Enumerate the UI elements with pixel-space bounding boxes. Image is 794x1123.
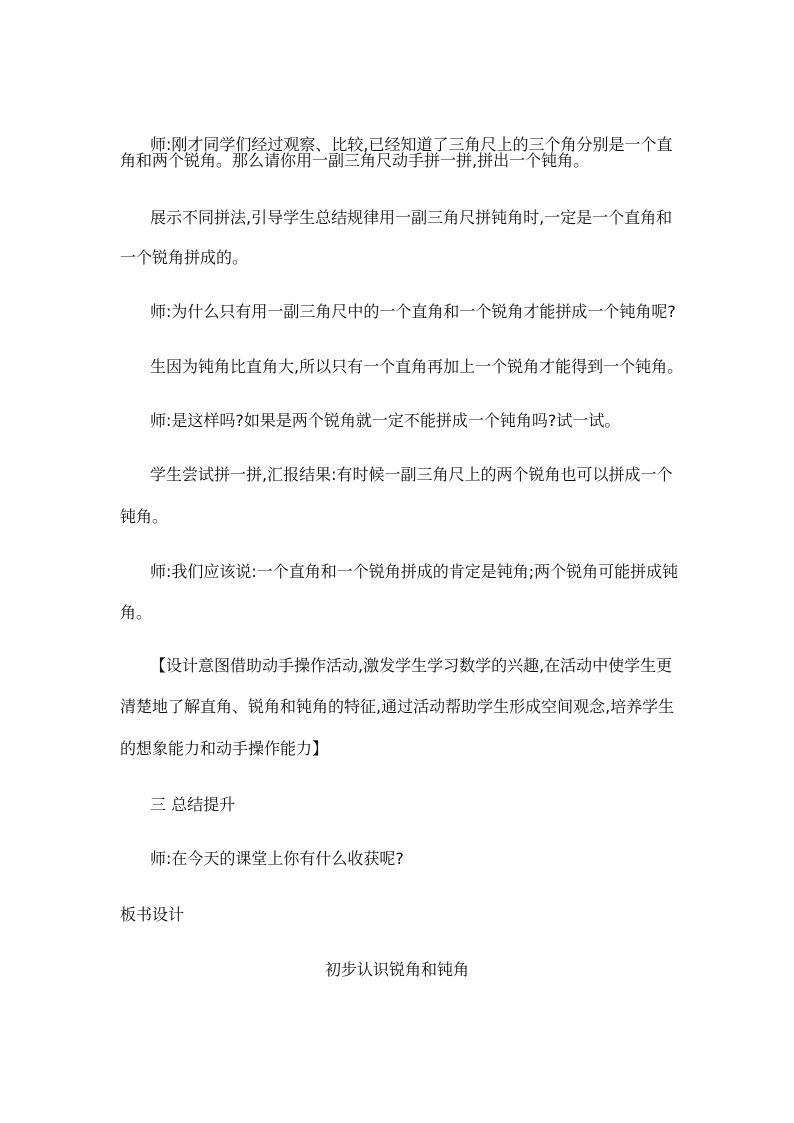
paragraph-line: 学生尝试拼一拼,汇报结果:有时候一副三角尺上的两个锐角也可以拼成一个 (150, 465, 673, 484)
paragraph-line: 钝角。 (120, 507, 169, 526)
paragraph-line: 的想象能力和动手操作能力】 (120, 739, 329, 758)
section-heading: 板书设计 (120, 905, 185, 924)
paragraph-line: 生因为钝角比直角大,所以只有一个直角再加上一个锐角才能得到一个钝角。 (150, 357, 684, 376)
board-title: 初步认识锐角和钝角 (324, 960, 469, 979)
paragraph-line: 师:刚才同学们经过观察、比较,已经知道了三角尺上的三个角分别是一个直 (150, 135, 673, 154)
paragraph-line: 一个锐角拼成的。 (120, 248, 249, 267)
paragraph-line: 师:我们应该说:一个直角和一个锐角拼成的肯定是钝角;两个锐角可能拼成钝 (150, 562, 679, 581)
paragraph-line: 师:在今天的课堂上你有什么收获呢? (150, 849, 404, 868)
paragraph-line: 师:为什么只有用一副三角尺中的一个直角和一个锐角才能拼成一个钝角呢? (150, 302, 676, 321)
paragraph-line: 师:是这样吗?如果是两个锐角就一定不能拼成一个钝角吗?试一试。 (150, 411, 621, 430)
paragraph-line: 【设计意图借助动手操作活动,激发学生学习数学的兴趣,在活动中使学生更 (150, 656, 673, 675)
section-heading: 三 总结提升 (150, 795, 236, 814)
paragraph-line: 展示不同拼法,引导学生总结规律用一副三角尺拼钝角时,一定是一个直角和 (150, 208, 673, 227)
paragraph-line: 清楚地了解直角、锐角和钝角的特征,通过活动帮助学生形成空间观念,培养学生 (120, 697, 675, 716)
paragraph-line: 角。 (120, 603, 153, 622)
paragraph-line: 角和两个锐角。那么请你用一副三角尺动手拼一拼,拼出一个钝角。 (120, 151, 590, 170)
